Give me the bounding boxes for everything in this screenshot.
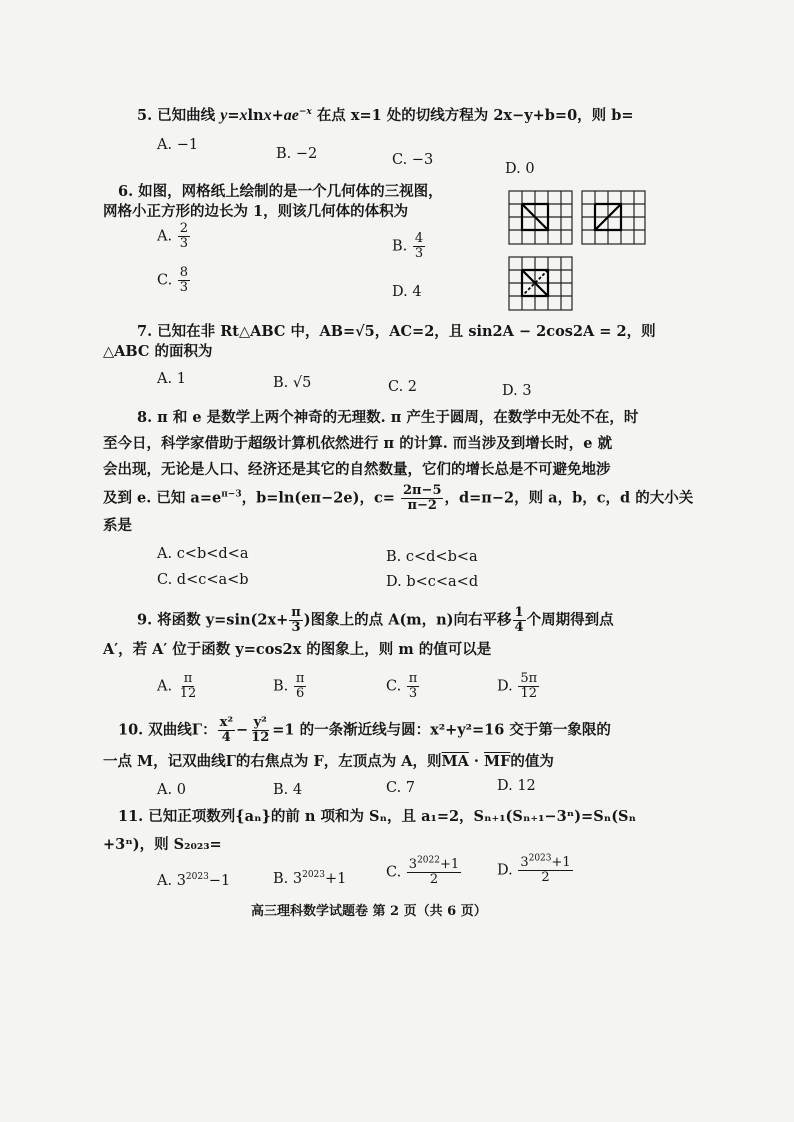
q7-option-a: A. 1 — [157, 371, 186, 387]
q8-line2: 至今日，科学家借助于超级计算机依然进行 π 的计算. 而当涉及到增长时，e 就 — [103, 435, 613, 452]
q5-option-c: C. −3 — [392, 152, 434, 168]
q5-option-a: A. −1 — [157, 137, 199, 153]
q8-option-a: A. c<b<d<a — [157, 546, 249, 562]
q8-line4: 及到 e. 已知 $a=e^{\pi-3}$，b=ln(eπ−2e)，c= $\frac{2\pi-5}{\pi-2}$ ，d=π−2，则 a，b，c，d 的大小关 — [103, 483, 694, 513]
q9-b-fraction: $\frac{\pi}{6}$ — [295, 671, 305, 701]
q7-line2: △ABC 的面积为 — [103, 343, 213, 360]
q7-line1: 7. 已知在非 Rt△ABC 中，AB=√5，AC=2，且 sin2A − 2cos2A = 2，则 — [137, 323, 656, 340]
q11-d-fraction: $\frac{3^{2023}+1}{2}$ — [520, 853, 571, 885]
q6-line2: 网格小正方形的边长为 1，则该几何体的体积为 — [103, 203, 409, 220]
q6-b-fraction: $\frac{4}{3}$ — [414, 231, 424, 261]
q9-option-c: C. $\frac{\pi}{3}$ — [386, 671, 418, 701]
q8-line1: 8. π 和 e 是数学上两个神奇的无理数. π 产生于圆周，在数学中无处不在，时 — [137, 409, 639, 426]
q8-line3: 会出现，无论是人口、经济还是其它的自然数量，它们的增长总是不可避免地涉 — [103, 461, 611, 478]
q5-option-b: B. −2 — [276, 146, 318, 162]
q5-stem: 5. 已知曲线 $y=xlnx+ae^{-x}$ 在点 x=1 处的切线方程为 2x−y+b=0，则 b= — [137, 107, 634, 124]
page-footer: 高三理科数学试题卷 第 2 页（共 6 页） — [251, 904, 487, 919]
q10-line1: 10. 双曲线Γ： $\frac{\text{x²}}{4}$ − $\frac{\text{y²}}{12}$ =1 的一条渐近线与圆：x²+y²=16 交于第一象限的 — [118, 715, 611, 745]
front-view-figure — [508, 190, 573, 245]
q9-line2: A′，若 A′ 位于函数 y=cos2x 的图象上，则 m 的值可以是 — [103, 641, 492, 658]
q10-x-fraction: $\frac{\text{x²}}{4}$ — [219, 715, 234, 745]
q9-line1: 9. 将函数 y=sin(2x+ $\frac{\pi}{3}$ )图象上的点 A(m，n)向右平移 $\frac{1}{4}$ 个周期得到点 — [137, 605, 614, 635]
q11-c-fraction: $\frac{3^{2022}+1}{2}$ — [408, 855, 460, 887]
q5-option-d: D. 0 — [505, 161, 535, 177]
q10-y-fraction: $\frac{\text{y²}}{12}$ — [251, 715, 270, 745]
top-view-figure — [508, 256, 573, 311]
q6-option-d: D. 4 — [392, 284, 422, 300]
q9-option-a: A. $\frac{\pi}{12}$ — [157, 671, 197, 701]
q11-line1: 11. 已知正项数列{aₙ}的前 n 项和为 Sₙ，且 a₁=2，Sₙ₊₁(Sₙ₊₁−3ⁿ)=Sₙ(Sₙ — [118, 808, 637, 825]
q11-option-a: A. $3^{2023}-1$ — [157, 872, 231, 889]
q10-option-a: A. 0 — [157, 782, 186, 798]
q8-line5: 系是 — [103, 517, 132, 534]
q11-option-d: D. $\frac{3^{2023}+1}{2}$ — [497, 853, 571, 885]
side-view-figure — [581, 190, 646, 245]
q7-option-c: C. 2 — [388, 379, 418, 395]
q9-phase-fraction: $\frac{\pi}{3}$ — [291, 605, 301, 635]
q8-c-fraction: $\frac{2\pi-5}{\pi-2}$ — [402, 483, 442, 513]
q6-c-fraction: $\frac{8}{3}$ — [179, 265, 189, 295]
q8-option-d: D. b<c<a<d — [386, 574, 479, 590]
q6-option-a: A. $\frac{2}{3}$ — [157, 221, 188, 251]
q8-option-c: C. d<c<a<b — [157, 572, 249, 588]
q10-option-d: D. 12 — [497, 778, 536, 794]
q6-option-b: B. $\frac{4}{3}$ — [392, 231, 424, 261]
q10-option-b: B. 4 — [273, 782, 303, 798]
q7-option-d: D. 3 — [502, 383, 532, 399]
q9-c-fraction: $\frac{\pi}{3}$ — [408, 671, 418, 701]
q9-quarter-fraction: $\frac{1}{4}$ — [514, 605, 524, 635]
q6-line1: 6. 如图，网格纸上绘制的是一个几何体的三视图， — [118, 183, 443, 200]
q11-option-b: B. $3^{2023}+1$ — [273, 870, 347, 887]
q10-option-c: C. 7 — [386, 780, 416, 796]
q11-line2: +3ⁿ)，则 S₂₀₂₃= — [103, 836, 222, 853]
q6-a-fraction: $\frac{2}{3}$ — [179, 221, 188, 251]
q7-option-b: B. √5 — [273, 375, 312, 391]
q11-option-c: C. $\frac{3^{2022}+1}{2}$ — [386, 855, 460, 887]
q8-option-b: B. c<d<b<a — [386, 549, 478, 565]
q9-option-b: B. $\frac{\pi}{6}$ — [273, 671, 305, 701]
q6-option-c: C. $\frac{8}{3}$ — [157, 265, 189, 295]
q9-option-d: D. $\frac{5\pi}{12}$ — [497, 671, 538, 701]
q10-line2: 一点 M，记双曲线Γ的右焦点为 F，左顶点为 A，则$\overline{MA} \cdot \overline{MF}$的值为 — [103, 753, 554, 770]
q9-d-fraction: $\frac{5\pi}{12}$ — [520, 671, 538, 701]
q9-a-fraction: $\frac{\pi}{12}$ — [179, 671, 197, 701]
